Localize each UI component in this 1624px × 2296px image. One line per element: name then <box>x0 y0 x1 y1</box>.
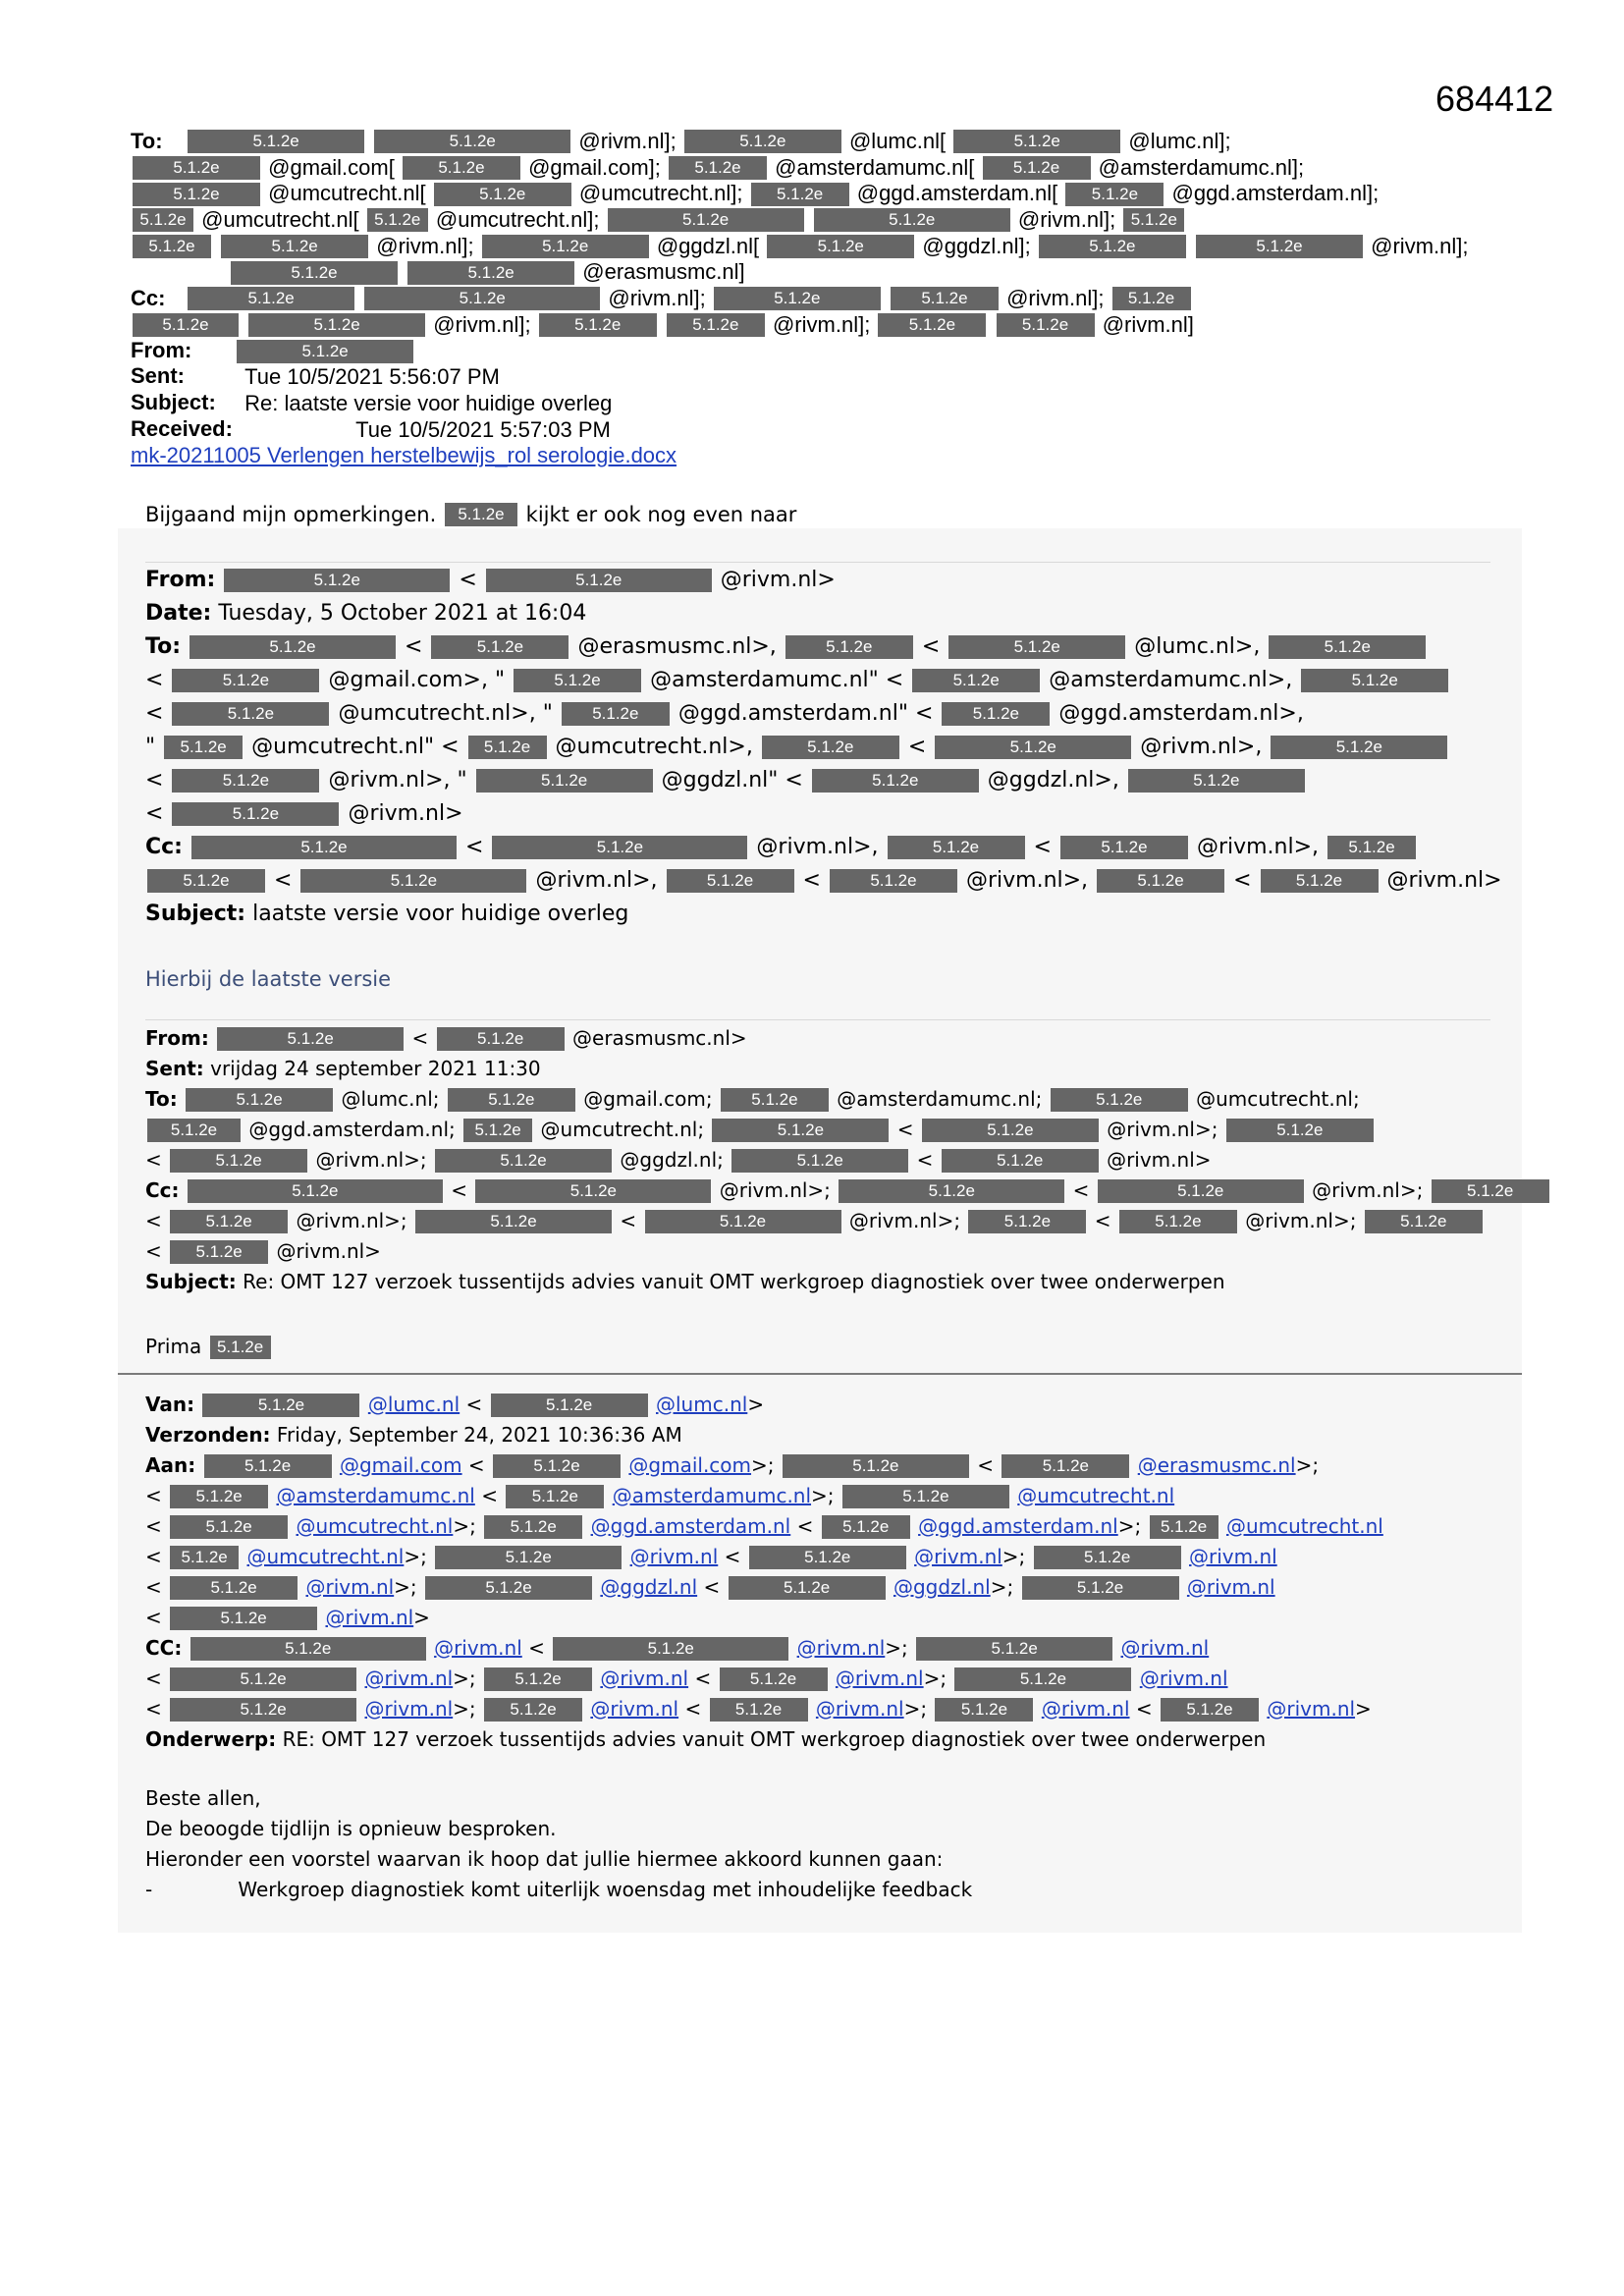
date-label: Date: <box>145 601 212 626</box>
redaction-box: 5.1.2e <box>147 869 265 893</box>
redaction-box: 5.1.2e <box>204 1454 332 1478</box>
redaction-box: 5.1.2e <box>1226 1119 1374 1142</box>
redaction-box: 5.1.2e <box>539 313 657 337</box>
redaction-box: 5.1.2e <box>783 1454 969 1478</box>
email1-body <box>145 497 796 530</box>
email-link[interactable]: @rivm.nl <box>796 1636 886 1660</box>
redaction-box: 5.1.2e <box>435 1149 612 1173</box>
redaction-box: 5.1.2e <box>1039 235 1186 258</box>
redaction-box: 5.1.2e <box>912 669 1040 692</box>
redaction-box: 5.1.2e <box>935 736 1131 759</box>
from-label: From: <box>131 337 192 362</box>
received-value: Tue 10/5/2021 5:57:03 PM <box>355 416 611 442</box>
email2-header: From: 5.1.2e < 5.1.2e @rivm.nl> Date: Tuesday, 5 October 2021 at 16:04 To: 5.1.2e < 5.1.2e @erasmusmc.nl>, 5.1.2e < 5.1.2e @lumc.nl>, 5.1.2e < 5.1.2e @gmail.com>, " 5.1.2e @amsterdamumc.nl" < 5.1.2e @amsterdamumc.nl>, 5.1.2e < 5.1.2e @umcutrecht.nl>, " 5.1.2e @ggd.amsterdam.nl" < 5.1.2e @ggd.amsterdam.nl>, " 5.1.2e @umcutrecht.nl" < 5.1.2e @umcutrecht.nl>, 5.1.2e < 5.1.2e @rivm.nl>, 5.1.2e < 5.1.2e @rivm.nl>, " 5.1.2e @ggdzl.nl" < 5.1.2e @ggdzl.nl>, 5.1.2e < 5.1.2e @rivm.nl> Cc: 5.1.2e < 5.1.2e @rivm.nl>, 5.1.2e < 5.1.2e @rivm.nl>, 5.1.2e 5.1.2e < 5.1.2e @rivm.nl>, 5.1.2e < 5.1.2e @rivm.nl>, 5.1.2e < 5.1.2e @rivm.nl> Subject: laatste versie voor huidige overleg <box>145 568 1502 926</box>
redaction-box: 5.1.2e <box>186 1088 333 1112</box>
redaction-box: 5.1.2e <box>407 261 574 285</box>
email-link[interactable]: @rivm.nl <box>434 1636 522 1660</box>
body-line: De beoogde tijdlijn is opnieuw besproken. <box>145 1817 557 1840</box>
email-link[interactable]: @lumc.nl <box>656 1393 748 1416</box>
redaction-box: 5.1.2e <box>448 1088 575 1112</box>
divider <box>118 1373 1522 1375</box>
address: @rivm.nl>, <box>756 835 879 859</box>
redaction-box: 5.1.2e <box>224 569 450 592</box>
to-line-3 <box>131 180 1505 206</box>
redaction-box: 5.1.2e <box>1098 1179 1304 1203</box>
address: @rivm.nl]; <box>1017 206 1116 232</box>
redaction-box: 5.1.2e <box>189 635 396 659</box>
redaction-box: 5.1.2e <box>954 1667 1131 1691</box>
redaction-box: 5.1.2e <box>720 1667 828 1691</box>
email-link[interactable]: @rivm.nl <box>629 1545 719 1568</box>
address: @umcutrecht.nl; <box>1196 1087 1360 1111</box>
cc-line-2 <box>131 311 1505 338</box>
address: @erasmusmc.nl] <box>582 259 745 285</box>
redaction-box: 5.1.2e <box>1112 287 1191 310</box>
email-link[interactable]: @ggd.amsterdam.nl <box>590 1514 791 1538</box>
from-label: From: <box>145 1026 209 1050</box>
van-label: Van: <box>145 1393 195 1416</box>
redaction-box: 5.1.2e <box>484 1698 582 1722</box>
redaction-box: 5.1.2e <box>1022 1576 1179 1600</box>
to-line-5 <box>131 233 1505 259</box>
redaction-box: 5.1.2e <box>172 802 339 826</box>
address: @amsterdamumc.nl[ <box>775 154 975 180</box>
redaction-box: 5.1.2e <box>822 1515 910 1539</box>
subject-label: Subject: <box>145 1270 237 1293</box>
redaction-box: 5.1.2e <box>922 1119 1099 1142</box>
redaction-box: 5.1.2e <box>721 1088 829 1112</box>
to-label: To: <box>131 128 163 153</box>
email-link[interactable]: @rivm.nl <box>1189 1545 1277 1568</box>
redaction-box: 5.1.2e <box>231 261 398 285</box>
redaction-box: 5.1.2e <box>133 183 260 206</box>
email-link[interactable]: @erasmusmc.nl <box>1137 1453 1296 1477</box>
cc-line-1 <box>131 285 1505 311</box>
email3-header: From: 5.1.2e < 5.1.2e @erasmusmc.nl> Sent: vrijdag 24 september 2021 11:30 To: 5.1.2e @lumc.nl; 5.1.2e @gmail.com; 5.1.2e @amsterdamumc.nl; 5.1.2e @umcutrecht.nl; 5.1.2e @ggd.amsterdam.nl; 5.1.2e @umcutrecht.nl; 5.1.2e < 5.1.2e @rivm.nl>; 5.1.2e < 5.1.2e @rivm.nl>; 5.1.2e @ggdzl.nl; 5.1.2e < 5.1.2e @rivm.nl> Cc: 5.1.2e < 5.1.2e @rivm.nl>; 5.1.2e < 5.1.2e @rivm.nl>; 5.1.2e < 5.1.2e @rivm.nl>; 5.1.2e < 5.1.2e @rivm.nl>; 5.1.2e < 5.1.2e @rivm.nl>; 5.1.2e < 5.1.2e @rivm.nl> Subject: Re: OMT 127 verzoek tussentijds advies vanuit OMT werkgroep diagnostiek over twee onderwerpen <box>145 1022 1500 1296</box>
divider <box>145 1019 1490 1020</box>
redaction-box: 5.1.2e <box>484 1515 582 1539</box>
redaction-box: 5.1.2e <box>164 736 243 759</box>
address: @rivm.nl]; <box>376 233 474 258</box>
redaction-box: 5.1.2e <box>842 1485 1009 1508</box>
redaction-box: 5.1.2e <box>248 313 425 337</box>
address: @rivm.nl>; <box>315 1148 427 1172</box>
address: @rivm.nl>, <box>535 868 658 893</box>
address: @rivm.nl>; <box>1312 1178 1424 1202</box>
address: @ggd.amsterdam.nl[ <box>856 181 1058 206</box>
redaction-box: 5.1.2e <box>431 635 568 659</box>
redaction-box: 5.1.2e <box>364 287 600 310</box>
subject-value: Re: laatste versie voor huidige overleg <box>244 390 613 415</box>
redaction-box: 5.1.2e <box>1196 235 1363 258</box>
to-line-6 <box>131 258 1505 285</box>
address: @ggd.amsterdam.nl" < <box>677 701 934 726</box>
address: @lumc.nl>, <box>1134 634 1261 659</box>
redaction-box: 5.1.2e <box>667 869 794 893</box>
redaction-box: 5.1.2e <box>1051 1088 1188 1112</box>
redaction-box: 5.1.2e <box>468 736 547 759</box>
redaction-box: 5.1.2e <box>942 702 1050 726</box>
address: @ggdzl.nl" < <box>661 768 803 793</box>
email-link[interactable]: @umcutrecht.nl <box>1225 1514 1383 1538</box>
aan-label: Aan: <box>145 1453 196 1477</box>
redaction-box: 5.1.2e <box>1261 869 1379 893</box>
email-link[interactable]: @rivm.nl <box>1041 1697 1130 1721</box>
bullet-dash: - <box>145 1878 153 1901</box>
redaction-box: 5.1.2e <box>731 1149 908 1173</box>
redaction-box: 5.1.2e <box>170 1576 298 1600</box>
redaction-box: 5.1.2e <box>374 130 570 153</box>
address: @rivm.nl> <box>1386 868 1502 893</box>
subject-value: Re: OMT 127 verzoek tussentijds advies vanuit OMT werkgroep diagnostiek over twee onderwerpen <box>243 1270 1225 1293</box>
redaction-box: 5.1.2e <box>997 313 1095 337</box>
redaction-box: 5.1.2e <box>712 1119 889 1142</box>
email-link[interactable]: @rivm.nl <box>364 1667 454 1690</box>
email-link[interactable]: @gmail.com <box>339 1453 462 1477</box>
redaction-box: 5.1.2e <box>170 1698 356 1722</box>
redaction-box: 5.1.2e <box>437 1027 565 1051</box>
redaction-box: 5.1.2e <box>762 736 899 759</box>
redaction-box: 5.1.2e <box>133 208 193 232</box>
address: @ggd.amsterdam.nl>, <box>1058 701 1304 726</box>
redaction-box: 5.1.2e <box>170 1240 268 1264</box>
redaction-box: 5.1.2e <box>830 869 957 893</box>
address: @ggdzl.nl[ <box>656 233 760 258</box>
redaction-box: 5.1.2e <box>645 1210 841 1233</box>
redaction-box: 5.1.2e <box>916 1637 1112 1661</box>
redaction-box: 5.1.2e <box>888 836 1025 859</box>
redaction-box: 5.1.2e <box>942 1149 1099 1173</box>
email-link[interactable]: @umcutrecht.nl <box>246 1545 405 1568</box>
address: @umcutrecht.nl>, " <box>338 701 553 726</box>
email3-body <box>145 1331 273 1361</box>
address: @amsterdamumc.nl" < <box>650 668 904 692</box>
redaction-box: 5.1.2e <box>1150 1515 1218 1539</box>
redaction-box: 5.1.2e <box>1001 1454 1129 1478</box>
redaction-box: 5.1.2e <box>1269 635 1426 659</box>
redaction-box: 5.1.2e <box>1365 1210 1483 1233</box>
redaction-box: 5.1.2e <box>935 1698 1033 1722</box>
redaction-box: 5.1.2e <box>202 1394 359 1417</box>
email-link[interactable]: @umcutrecht.nl <box>1017 1484 1175 1507</box>
email-link[interactable]: @rivm.nl <box>600 1667 689 1690</box>
sent-label: Sent: <box>131 363 185 389</box>
address: @rivm.nl>; <box>1245 1209 1357 1232</box>
from-line <box>131 338 1505 364</box>
redaction-box: 5.1.2e <box>714 287 881 310</box>
address: @rivm.nl]; <box>433 311 531 337</box>
email-link[interactable]: @rivm.nl <box>1139 1667 1228 1690</box>
redaction-box: 5.1.2e <box>492 836 747 859</box>
redaction-box: 5.1.2e <box>493 1454 621 1478</box>
address: @gmail.com>, " <box>328 668 506 692</box>
redaction-box: 5.1.2e <box>953 130 1120 153</box>
redaction-box: 5.1.2e <box>1097 869 1224 893</box>
address: @rivm.nl]; <box>1006 285 1105 310</box>
redaction-box: 5.1.2e <box>1128 769 1305 793</box>
redaction-box: 5.1.2e <box>486 569 712 592</box>
redaction-box: 5.1.2e <box>476 769 653 793</box>
redaction-box: 5.1.2e <box>172 769 319 793</box>
redaction-box: 5.1.2e <box>506 1485 604 1508</box>
email-link[interactable]: @umcutrecht.nl <box>296 1514 454 1538</box>
redaction-box: 5.1.2e <box>710 1698 808 1722</box>
to-line-4 <box>131 206 1505 233</box>
redaction-box: 5.1.2e <box>221 235 368 258</box>
address: @ggd.amsterdam.nl]; <box>1171 181 1380 206</box>
redaction-box: 5.1.2e <box>172 669 319 692</box>
subject-label: Subject: <box>145 902 246 926</box>
address: @gmail.com]; <box>528 154 661 180</box>
body-text: Bijgaand mijn opmerkingen. <box>145 503 437 526</box>
redaction-box: 5.1.2e <box>1119 1210 1237 1233</box>
address: @rivm.nl>; <box>719 1178 831 1202</box>
sent-value: Tue 10/5/2021 5:56:07 PM <box>244 364 500 390</box>
address: @lumc.nl]; <box>1128 128 1231 153</box>
address: @rivm.nl] <box>1102 311 1194 337</box>
address: @rivm.nl> <box>720 568 836 592</box>
redaction-box: 5.1.2e <box>475 1179 711 1203</box>
address: @rivm.nl>, " <box>328 768 467 793</box>
redaction-box: 5.1.2e <box>491 1394 648 1417</box>
cc-label: CC: <box>145 1636 183 1660</box>
email-link[interactable]: @rivm.nl <box>835 1667 924 1690</box>
email-link[interactable]: @rivm.nl <box>325 1606 414 1629</box>
verzonden-label: Verzonden: <box>145 1423 271 1447</box>
to-line-1 <box>131 128 1505 154</box>
redaction-box: 5.1.2e <box>435 1546 622 1569</box>
email-link[interactable]: @rivm.nl <box>1120 1636 1210 1660</box>
redaction-box: 5.1.2e <box>785 635 913 659</box>
redaction-box: 5.1.2e <box>188 1179 443 1203</box>
cc-label: Cc: <box>145 1178 180 1202</box>
subject-line <box>131 390 1505 416</box>
body-text: Hierbij de laatste versie <box>145 967 392 991</box>
email-link[interactable]: @rivm.nl <box>1267 1697 1356 1721</box>
divider <box>145 562 1490 563</box>
email-link[interactable]: @lumc.nl <box>367 1393 460 1416</box>
redaction-box: 5.1.2e <box>133 235 211 258</box>
redaction-box: 5.1.2e <box>170 1546 239 1569</box>
address: @ggd.amsterdam.nl; <box>248 1118 456 1141</box>
body-line: Hieronder een voorstel waarvan ik hoop dat jullie hiermee akkoord kunnen gaan: <box>145 1847 944 1871</box>
body-line: Beste allen, <box>145 1786 261 1810</box>
address: @rivm.nl>, <box>965 868 1089 893</box>
email-link[interactable]: @rivm.nl <box>590 1697 679 1721</box>
redaction-box: 5.1.2e <box>403 156 520 180</box>
address: @rivm.nl>, <box>1140 735 1263 759</box>
sent-label: Sent: <box>145 1057 204 1080</box>
redaction-box: 5.1.2e <box>188 130 364 153</box>
onderwerp-value: RE: OMT 127 verzoek tussentijds advies vanuit OMT werkgroep diagnostiek over twee onderwerpen <box>282 1727 1267 1751</box>
redaction-box: 5.1.2e <box>170 1149 307 1173</box>
address: @rivm.nl]; <box>772 311 871 337</box>
cc-label: Cc: <box>145 835 183 859</box>
address: @umcutrecht.nl>, <box>555 735 753 759</box>
email-link[interactable]: @amsterdamumc.nl <box>276 1484 475 1507</box>
address: @lumc.nl; <box>341 1087 440 1111</box>
address: @lumc.nl[ <box>848 128 947 153</box>
redaction-box: 5.1.2e <box>445 503 517 526</box>
redaction-box: 5.1.2e <box>667 313 765 337</box>
bullet-text: Werkgroep diagnostiek komt uiterlijk woensdag met inhoudelijke feedback <box>238 1878 973 1901</box>
redaction-box: 5.1.2e <box>1161 1698 1259 1722</box>
redaction-box: 5.1.2e <box>562 702 670 726</box>
redaction-box: 5.1.2e <box>812 769 979 793</box>
address: @umcutrecht.nl]; <box>435 206 600 232</box>
redaction-box: 5.1.2e <box>751 183 849 206</box>
address: @umcutrecht.nl; <box>540 1118 705 1141</box>
address: @ggdzl.nl>, <box>987 768 1119 793</box>
redaction-box: 5.1.2e <box>1301 669 1448 692</box>
address: @umcutrecht.nl[ <box>268 181 426 206</box>
cc-label: Cc: <box>131 285 166 310</box>
received-label: Received: <box>131 415 233 441</box>
address: @gmail.com; <box>583 1087 713 1111</box>
email2-body <box>145 962 391 996</box>
subject-value: laatste versie voor huidige overleg <box>252 902 629 926</box>
to-line-2 <box>131 154 1505 181</box>
redaction-box: 5.1.2e <box>749 1546 906 1569</box>
address: @umcutrecht.nl" < <box>251 735 460 759</box>
address: @ggdzl.nl]; <box>922 233 1031 258</box>
redaction-box: 5.1.2e <box>1034 1546 1181 1569</box>
email1-header <box>131 128 1505 468</box>
address: @amsterdamumc.nl]; <box>1098 154 1305 180</box>
to-label: To: <box>145 634 181 659</box>
address: @ggdzl.nl; <box>620 1148 724 1172</box>
body-text: kijkt er ook nog even naar <box>525 503 797 526</box>
address: @rivm.nl>; <box>848 1209 961 1232</box>
redaction-box: 5.1.2e <box>300 869 526 893</box>
redaction-box: 5.1.2e <box>839 1179 1064 1203</box>
address: @rivm.nl]; <box>578 128 677 153</box>
redaction-box: 5.1.2e <box>172 702 329 726</box>
redaction-box: 5.1.2e <box>482 235 649 258</box>
email-link[interactable]: @gmail.com <box>628 1453 752 1477</box>
email-link[interactable]: @rivm.nl <box>1186 1575 1275 1599</box>
bullet-item <box>145 1875 972 1905</box>
email-link[interactable]: @ggdzl.nl <box>893 1575 991 1599</box>
address: @umcutrecht.nl[ <box>201 206 359 232</box>
address: @gmail.com[ <box>268 154 395 180</box>
address: @erasmusmc.nl> <box>572 1026 747 1050</box>
address: @rivm.nl> <box>1107 1148 1212 1172</box>
email-link[interactable]: @ggd.amsterdam.nl <box>918 1514 1118 1538</box>
attachment-link[interactable]: mk-20211005 Verlengen herstelbewijs_rol serologie.docx <box>131 443 677 468</box>
email-link[interactable]: @rivm.nl <box>305 1575 395 1599</box>
address: @amsterdamumc.nl>, <box>1049 668 1293 692</box>
email-link[interactable]: @rivm.nl <box>815 1697 904 1721</box>
redaction-box: 5.1.2e <box>191 836 457 859</box>
onderwerp-label: Onderwerp: <box>145 1727 277 1751</box>
redaction-box: 5.1.2e <box>608 208 804 232</box>
address: @amsterdamumc.nl; <box>837 1087 1043 1111</box>
address: @rivm.nl> <box>348 801 463 826</box>
attachment-line <box>131 442 1505 468</box>
address: @erasmusmc.nl>, <box>577 634 777 659</box>
redaction-box: 5.1.2e <box>669 156 767 180</box>
email-link[interactable]: @ggdzl.nl <box>600 1575 698 1599</box>
redaction-box: 5.1.2e <box>1271 736 1447 759</box>
redaction-box: 5.1.2e <box>190 1637 426 1661</box>
redaction-box: 5.1.2e <box>968 1210 1086 1233</box>
from-label: From: <box>145 568 216 592</box>
redaction-box: 5.1.2e <box>463 1119 532 1142</box>
redaction-box: 5.1.2e <box>425 1576 592 1600</box>
redaction-box: 5.1.2e <box>133 313 239 337</box>
address: @rivm.nl>; <box>296 1209 407 1232</box>
redaction-box: 5.1.2e <box>1432 1179 1549 1203</box>
redaction-box: 5.1.2e <box>484 1667 592 1691</box>
address: @rivm.nl>; <box>1107 1118 1218 1141</box>
address: @rivm.nl]; <box>1371 233 1469 258</box>
address: @umcutrecht.nl]; <box>578 181 743 206</box>
redaction-box: 5.1.2e <box>948 635 1125 659</box>
sent-line <box>131 363 1505 390</box>
address: @rivm.nl>, <box>1196 835 1320 859</box>
redaction-box: 5.1.2e <box>170 1667 356 1691</box>
redaction-box: 5.1.2e <box>514 669 641 692</box>
email-link[interactable]: @rivm.nl <box>364 1697 454 1721</box>
redaction-box: 5.1.2e <box>217 1027 404 1051</box>
verzonden-value: Friday, September 24, 2021 10:36:36 AM <box>276 1423 682 1447</box>
redaction-box: 5.1.2e <box>237 340 413 363</box>
address: @rivm.nl> <box>276 1239 381 1263</box>
to-label: To: <box>145 1087 178 1111</box>
sent-value: vrijdag 24 september 2021 11:30 <box>210 1057 541 1080</box>
redaction-box: 5.1.2e <box>210 1336 271 1359</box>
redaction-box: 5.1.2e <box>891 287 999 310</box>
redaction-box: 5.1.2e <box>434 183 571 206</box>
redaction-box: 5.1.2e <box>170 1515 288 1539</box>
subject-label: Subject: <box>131 389 216 414</box>
redaction-box: 5.1.2e <box>1060 836 1188 859</box>
redaction-box: 5.1.2e <box>767 235 914 258</box>
email-link[interactable]: @rivm.nl <box>914 1545 1002 1568</box>
redaction-box: 5.1.2e <box>188 287 354 310</box>
redaction-box: 5.1.2e <box>170 1607 317 1630</box>
email4-header: Van: 5.1.2e @lumc.nl < 5.1.2e @lumc.nl> Verzonden: Friday, September 24, 2021 10:36:36 AM Aan: 5.1.2e @gmail.com < 5.1.2e @gmail.com>; 5.1.2e < 5.1.2e @erasmusmc.nl>; < 5.1.2e @amsterdamumc.nl < 5.1.2e @amsterdamumc.nl>; 5.1.2e @umcutrecht.nl < 5.1.2e @umcutrecht.nl>; 5.1.2e @ggd.amsterdam.nl < 5.1.2e @ggd.amsterdam.nl>; 5.1.2e @umcutrecht.nl < 5.1.2e @umcutrecht.nl>; 5.1.2e @rivm.nl < 5.1.2e @rivm.nl>; 5.1.2e @rivm.nl < 5.1.2e @rivm.nl>; 5.1.2e @ggdzl.nl < 5.1.2e @ggdzl.nl>; 5.1.2e @rivm.nl < 5.1.2e @rivm.nl> CC: 5.1.2e @rivm.nl < 5.1.2e @rivm.nl>; 5.1.2e @rivm.nl < 5.1.2e @rivm.nl>; 5.1.2e @rivm.nl < 5.1.2e @rivm.nl>; 5.1.2e @rivm.nl < 5.1.2e @rivm.nl>; 5.1.2e @rivm.nl < 5.1.2e @rivm.nl>; 5.1.2e @rivm.nl < 5.1.2e @rivm.nl> Onderwerp: RE: OMT 127 verzoek tussentijds advies vanuit OMT werkgroep diagnostiek over twee onderwerpen <box>145 1393 1383 1751</box>
redaction-box: 5.1.2e <box>170 1210 288 1233</box>
redaction-box: 5.1.2e <box>684 130 841 153</box>
address: @rivm.nl]; <box>608 285 706 310</box>
redaction-box: 5.1.2e <box>1065 183 1164 206</box>
redaction-box: 5.1.2e <box>170 1485 268 1508</box>
date-value: Tuesday, 5 October 2021 at 16:04 <box>218 601 587 626</box>
email4-body <box>145 1783 972 1905</box>
redaction-box: 5.1.2e <box>147 1119 241 1142</box>
redaction-box: 5.1.2e <box>729 1576 886 1600</box>
redaction-box: 5.1.2e <box>1327 836 1416 859</box>
redaction-box: 5.1.2e <box>983 156 1091 180</box>
body-text: Prima <box>145 1335 202 1358</box>
redaction-box: 5.1.2e <box>1123 208 1184 232</box>
redaction-box: 5.1.2e <box>133 156 260 180</box>
redaction-box: 5.1.2e <box>878 313 986 337</box>
email-link[interactable]: @amsterdamumc.nl <box>612 1484 812 1507</box>
redaction-box: 5.1.2e <box>553 1637 788 1661</box>
redaction-box: 5.1.2e <box>415 1210 612 1233</box>
received-line <box>131 416 1505 443</box>
page-id: 684412 <box>1435 79 1554 119</box>
redaction-box: 5.1.2e <box>367 208 428 232</box>
redaction-box: 5.1.2e <box>814 208 1010 232</box>
